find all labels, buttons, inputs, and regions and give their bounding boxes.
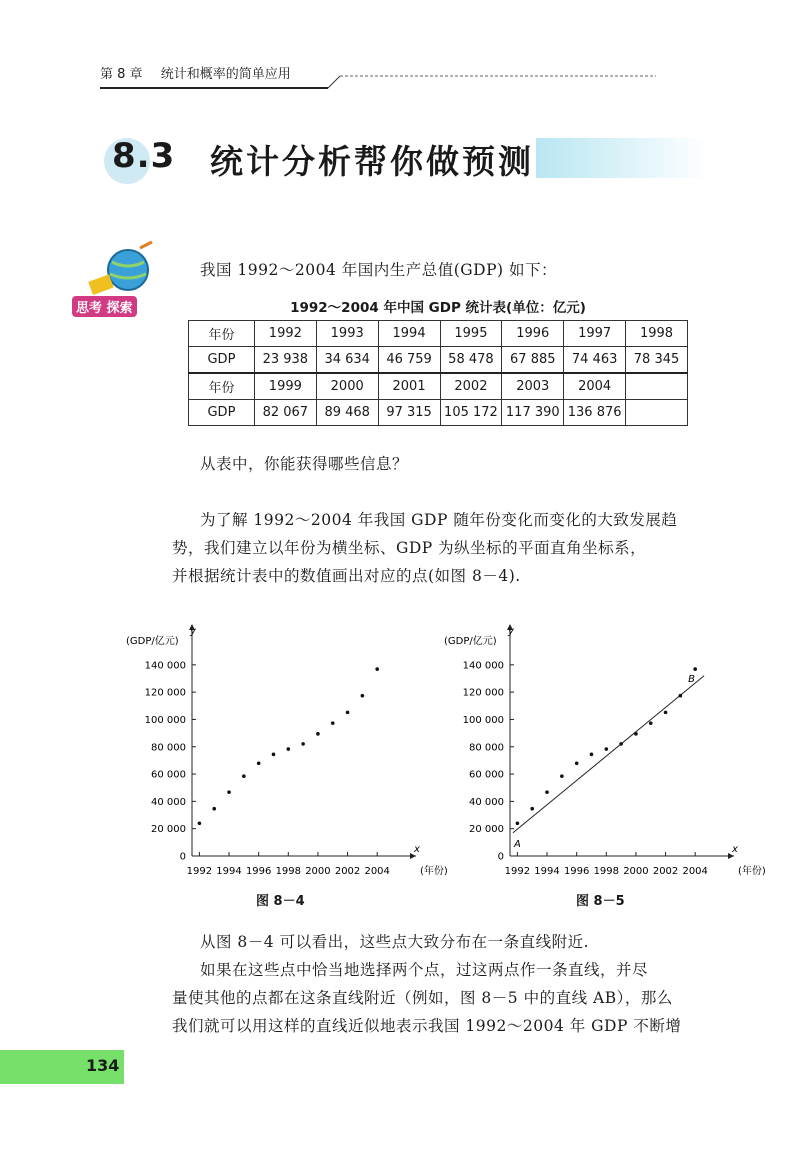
scatter-chart-8-5 xyxy=(436,618,766,888)
x-tick-label: 1992 xyxy=(504,866,531,877)
data-point xyxy=(257,762,261,766)
paragraph-2-line-4: 我们就可以用这样的直线近似地表示我国 1992～2004 年 GDP 不断增 xyxy=(172,1017,682,1035)
header-rule xyxy=(100,87,328,89)
point-b-label: B xyxy=(688,673,695,685)
y-tick-label: 0 xyxy=(497,851,504,863)
y-tick-label: 140 000 xyxy=(144,660,186,672)
y-tick-label: 80 000 xyxy=(151,742,186,754)
y-axis-label: (GDP/亿元) xyxy=(444,636,497,647)
y-tick-label: 40 000 xyxy=(469,796,504,808)
y-tick-label: 120 000 xyxy=(144,687,186,699)
x-tick-label: 1996 xyxy=(245,866,272,877)
table-cell: 74 463 xyxy=(564,347,626,374)
table-row-header: 年份 xyxy=(189,321,255,347)
table-cell: 1997 xyxy=(564,321,626,347)
table-cell: 34 634 xyxy=(316,347,378,374)
data-point xyxy=(198,822,202,826)
x-axis-label: (年份) xyxy=(738,866,766,877)
y-tick-label: 80 000 xyxy=(469,742,504,754)
section-title: 统计分析帮你做预测 xyxy=(210,142,534,181)
table-row-header: GDP xyxy=(189,400,255,426)
data-point xyxy=(530,807,534,811)
x-tick-label: 1994 xyxy=(534,866,560,877)
chapter-title: 统计和概率的简单应用 xyxy=(160,67,291,82)
table-cell: 58 478 xyxy=(440,347,502,374)
table-cell: 105 172 xyxy=(440,400,502,426)
table-cell: 89 468 xyxy=(316,400,378,426)
figure-caption-8-5: 图 8－5 xyxy=(576,894,625,909)
table-cell: 117 390 xyxy=(502,400,564,426)
table-cell: 23 938 xyxy=(254,347,316,374)
y-axis-var: y xyxy=(508,626,514,637)
explore-label: 思考 探索 xyxy=(72,296,137,317)
table-cell: 1996 xyxy=(502,321,564,347)
data-point xyxy=(242,774,246,778)
globe-icon xyxy=(70,240,170,300)
table-row-header: GDP xyxy=(189,347,255,374)
paragraph-2-line-2: 如果在这些点中恰当地选择两个点，过这两点作一条直线，并尽 xyxy=(200,961,649,979)
x-tick-label: 1996 xyxy=(563,866,590,877)
table-cell: 1999 xyxy=(254,373,316,400)
table-cell: 2000 xyxy=(316,373,378,400)
table-cell: 2001 xyxy=(378,373,440,400)
x-tick-label: 2002 xyxy=(652,866,679,877)
x-tick-label: 2004 xyxy=(364,866,390,877)
scatter-chart-8-4 xyxy=(118,618,448,888)
x-axis-var: x xyxy=(414,844,420,855)
data-point xyxy=(604,747,608,751)
data-point xyxy=(693,667,697,671)
y-tick-label: 0 xyxy=(179,851,186,863)
x-axis-label: (年份) xyxy=(420,866,448,877)
data-point xyxy=(346,711,350,715)
trend-line-ab xyxy=(513,673,704,833)
table-cell: 82 067 xyxy=(254,400,316,426)
data-point xyxy=(634,732,638,736)
paragraph-1-line-2: 势，我们建立以年份为横坐标、GDP 为纵坐标的平面直角坐标系， xyxy=(172,539,647,557)
paragraph-1-line-3: 并根据统计表中的数值画出对应的点(如图 8－4). xyxy=(172,567,521,585)
y-axis-var: y xyxy=(190,626,196,637)
data-point xyxy=(664,711,668,715)
table-cell: 2002 xyxy=(440,373,502,400)
table-row xyxy=(189,373,688,400)
paragraph-2-line-1: 从图 8－4 可以看出，这些点大致分布在一条直线附近. xyxy=(200,933,590,951)
explore-icon xyxy=(70,240,170,322)
table-cell: 136 876 xyxy=(564,400,626,426)
table-cell: 1992 xyxy=(254,321,316,347)
table-cell xyxy=(626,373,688,400)
data-point xyxy=(649,721,653,725)
point-a-label: A xyxy=(513,838,521,850)
x-tick-label: 1994 xyxy=(216,866,242,877)
table-row xyxy=(189,321,688,347)
x-axis-var: x xyxy=(732,844,738,855)
data-point xyxy=(316,732,320,736)
paragraph-2-line-3: 量使其他的点都在这条直线附近（例如，图 8－5 中的直线 AB），那么 xyxy=(172,989,673,1007)
section-title-bar xyxy=(536,138,708,178)
table-row xyxy=(189,347,688,374)
table-cell: 1994 xyxy=(378,321,440,347)
x-tick-label: 1998 xyxy=(275,866,302,877)
running-header xyxy=(100,64,330,86)
data-point xyxy=(272,753,276,757)
y-tick-label: 140 000 xyxy=(462,660,504,672)
y-axis-label: (GDP/亿元) xyxy=(126,636,179,647)
x-tick-label: 1998 xyxy=(593,866,620,877)
table-cell: 1995 xyxy=(440,321,502,347)
data-point xyxy=(545,790,549,794)
data-point xyxy=(516,822,520,826)
header-dotted-line xyxy=(328,74,658,90)
data-point xyxy=(331,721,335,725)
table-cell: 2004 xyxy=(564,373,626,400)
y-tick-label: 20 000 xyxy=(151,824,186,836)
page-number: 134 xyxy=(86,1056,120,1075)
data-point xyxy=(361,694,365,698)
table-cell xyxy=(626,400,688,426)
y-tick-label: 100 000 xyxy=(144,714,186,726)
data-point xyxy=(286,747,290,751)
data-point xyxy=(227,790,231,794)
x-tick-label: 2000 xyxy=(305,866,331,877)
y-tick-label: 20 000 xyxy=(469,824,504,836)
data-point xyxy=(375,667,379,671)
intro-text: 我国 1992～2004 年国内生产总值(GDP) 如下： xyxy=(200,261,558,279)
table-cell: 1998 xyxy=(626,321,688,347)
table-cell: 1993 xyxy=(316,321,378,347)
table-cell: 78 345 xyxy=(626,347,688,374)
table-cell: 67 885 xyxy=(502,347,564,374)
table-cell: 2003 xyxy=(502,373,564,400)
section-number: 8.3 xyxy=(112,136,176,176)
question-text: 从表中，你能获得哪些信息？ xyxy=(200,455,409,473)
y-tick-label: 60 000 xyxy=(469,769,504,781)
paragraph-1-line-1: 为了解 1992～2004 年我国 GDP 随年份变化而变化的大致发展趋 xyxy=(200,511,678,529)
data-point xyxy=(619,742,623,746)
figure-caption-8-4: 图 8－4 xyxy=(256,894,305,909)
data-point xyxy=(212,807,216,811)
data-point xyxy=(679,694,683,698)
y-tick-label: 100 000 xyxy=(462,714,504,726)
y-tick-label: 40 000 xyxy=(151,796,186,808)
table-caption: 1992～2004 年中国 GDP 统计表(单位：亿元) xyxy=(290,300,586,316)
y-tick-label: 120 000 xyxy=(462,687,504,699)
x-tick-label: 2000 xyxy=(623,866,649,877)
gdp-table xyxy=(188,320,688,426)
data-point xyxy=(301,742,305,746)
x-tick-label: 2002 xyxy=(334,866,361,877)
table-row xyxy=(189,400,688,426)
table-cell: 46 759 xyxy=(378,347,440,374)
chapter-number: 第 8 章 xyxy=(100,67,143,82)
data-point xyxy=(560,774,564,778)
data-point xyxy=(575,762,579,766)
data-point xyxy=(590,753,594,757)
y-tick-label: 60 000 xyxy=(151,769,186,781)
table-row-header: 年份 xyxy=(189,373,255,400)
x-tick-label: 1992 xyxy=(186,866,213,877)
x-tick-label: 2004 xyxy=(682,866,708,877)
table-cell: 97 315 xyxy=(378,400,440,426)
